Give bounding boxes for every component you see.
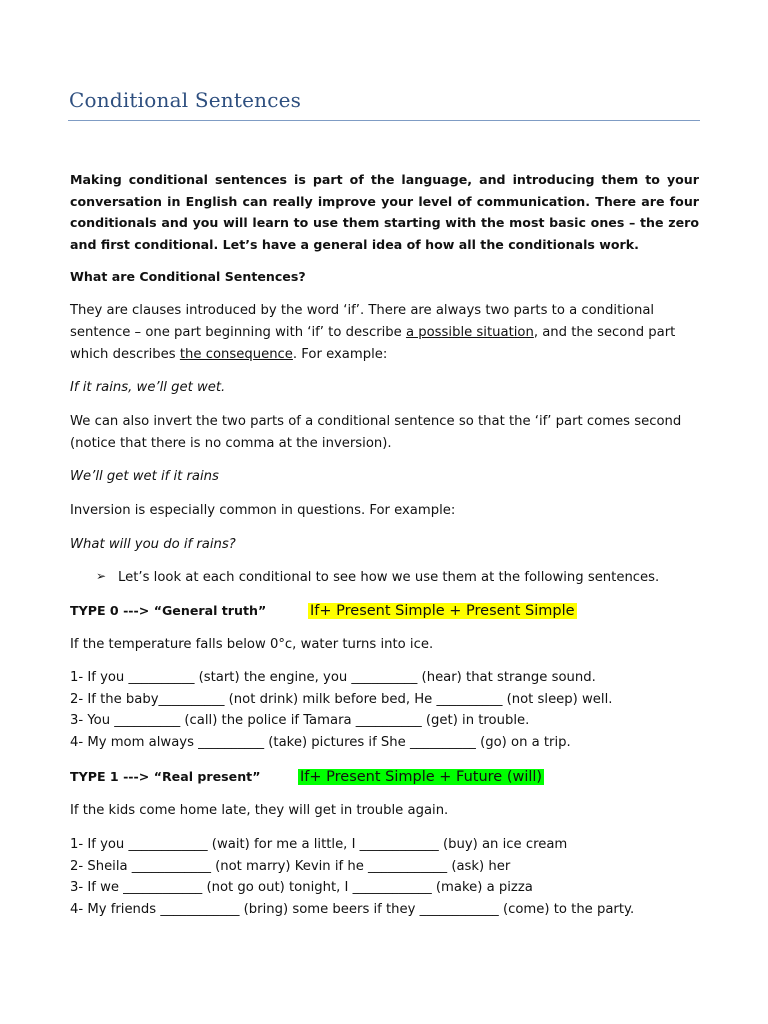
- type1-exercise-3: 3- If we ____________ (not go out) tonight, I ____________ (make) a pizza: [70, 880, 533, 895]
- possible-situation-phrase: a possible situation: [405, 325, 534, 340]
- type1-label: TYPE 1 ---> “Real present”: [70, 769, 261, 784]
- example-sentence-3: What will you do if rains?: [70, 537, 236, 552]
- type0-exercise-4: 4- My mom always __________ (take) pictures if She __________ (go) on a trip.: [70, 735, 571, 750]
- example-sentence-2: We’ll get wet if it rains: [70, 469, 219, 484]
- type0-exercise-3: 3- You __________ (call) the police if Tamara __________ (get) in trouble.: [70, 713, 530, 728]
- page-title: Conditional Sentences: [69, 88, 302, 112]
- type0-exercise-1: 1- If you __________ (start) the engine, you __________ (hear) that strange sound.: [70, 670, 596, 685]
- inversion-line-2: (notice that there is no comma at the inversion).: [70, 436, 392, 451]
- type0-example: If the temperature falls below 0°c, water turns into ice.: [70, 637, 434, 652]
- type0-formula-highlight: If+ Present Simple + Present Simple: [310, 603, 575, 619]
- definition-line-2: [70, 322, 675, 344]
- inversion-note: Inversion is especially common in questions. For example:: [70, 503, 456, 518]
- inversion-line-1: We can also invert the two parts of a conditional sentence so that the ‘if’ part comes second: [70, 414, 682, 429]
- consequence-phrase: the consequence: [179, 347, 293, 362]
- definition-text: which describes: [70, 347, 180, 362]
- definition-line-1: They are clauses introduced by the word ‘if’. There are always two parts to a conditional: [70, 303, 655, 318]
- type1-exercise-1: 1- If you ____________ (wait) for me a little, I ____________ (buy) an ice cream: [70, 837, 568, 852]
- bullet-text: Let’s look at each conditional to see how we use them at the following sentences.: [118, 570, 660, 585]
- title-divider: [68, 120, 700, 121]
- type1-formula-highlight: If+ Present Simple + Future (will): [300, 769, 543, 785]
- type1-exercise-4: 4- My friends ____________ (bring) some beers if they ____________ (come) to the party.: [70, 902, 635, 917]
- type0-label: TYPE 0 ---> “General truth”: [70, 603, 267, 618]
- definition-line-3: [70, 344, 387, 366]
- intro-paragraph: Making conditional sentences is part of the language, and introducing them to your conversation in English can really improve your level of communication. There are four conditionals and you will learn to use them starting with the most basic ones – the zero and first conditional. Let’s have a general idea of how all the conditionals work.: [70, 172, 699, 252]
- type1-formula: [298, 766, 544, 785]
- definition-text: . For example:: [292, 347, 388, 362]
- type1-exercise-2: 2- Sheila ____________ (not marry) Kevin if he ____________ (ask) her: [70, 859, 511, 874]
- type0-exercise-2: 2- If the baby__________ (not drink) milk before bed, He __________ (not sleep) well.: [70, 692, 613, 707]
- definition-text: , and the second part: [533, 325, 676, 340]
- arrow-bullet-icon: ➢: [96, 569, 107, 583]
- definition-text: sentence – one part beginning with ‘if’ to describe: [70, 325, 406, 340]
- type0-formula: [308, 600, 577, 619]
- question-heading: What are Conditional Sentences?: [70, 269, 306, 284]
- type1-example: If the kids come home late, they will get in trouble again.: [70, 803, 449, 818]
- example-sentence-1: If it rains, we’ll get wet.: [70, 380, 226, 395]
